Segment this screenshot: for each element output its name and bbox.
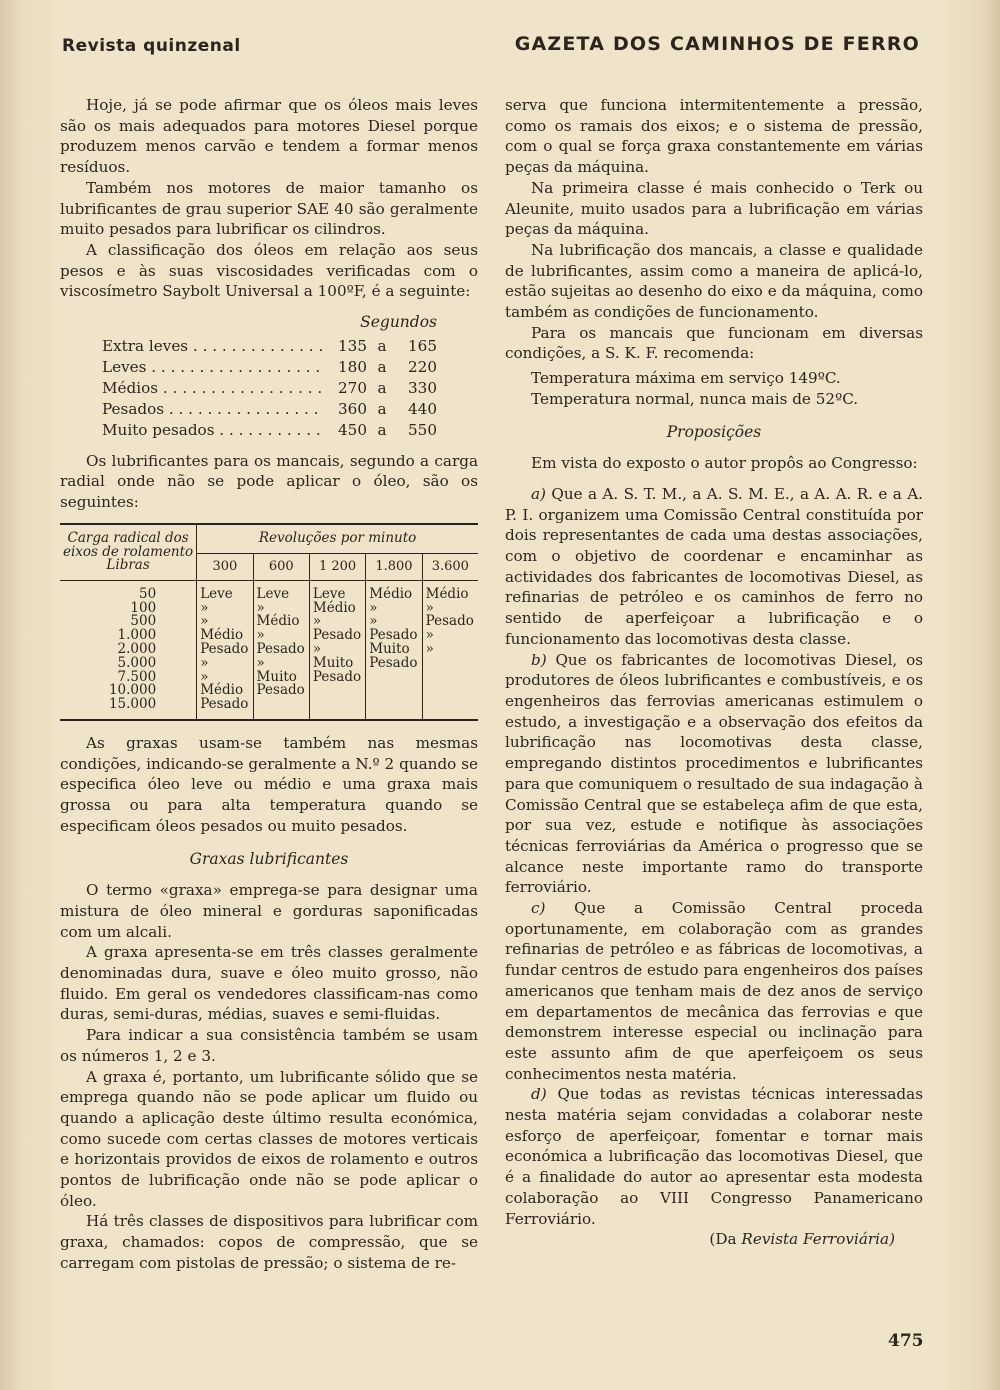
table-cell: Médio [200, 627, 244, 644]
speed-column-3600 [422, 580, 478, 720]
table-cell: Pesado [425, 613, 474, 630]
running-header-left: Revista quinzenal [62, 36, 241, 56]
weight-name: Médios . . . [102, 378, 325, 399]
paragraph: O termo «graxa» emprega-se para designar uma mistura de óleo mineral e gorduras saponificadas com um alcali. [60, 881, 478, 941]
proposal-text: Que todas as revistas técnicas interessadas nesta matéria sejam convidadas a colaborar neste esforço de aperfeiçoar, fomentar e tornar mais económica a lubrificação das locomotivas Diesel, que é a finalidade do autor ao apresentar esta modesta colaboração ao VIII Congresso Panamericano Ferroviário. [505, 1085, 923, 1228]
weight-name: Extra leves . . . [102, 336, 325, 357]
weight-sep: a [377, 378, 387, 397]
paragraph: A graxa é, portanto, um lubrificante sólido que se emprega quando não se pode aplicar um fluido ou quando a aplicação deste último resulta económica, como sucede com certas classes de motores verticais e horizontais providos de eixos de rolamento e outros pontos de lubrificação onde não se pode aplicar o óleo. [60, 1067, 478, 1210]
table-cell: Pesado [369, 654, 418, 671]
speed-header: 300 [197, 553, 253, 580]
load-value: 7.500 [117, 668, 157, 685]
right-column [505, 95, 923, 1250]
table-cell: Médio [200, 682, 244, 699]
table-column-header: Revoluções por minuto [197, 524, 478, 554]
speed-column-1200 [309, 580, 365, 720]
table-cell: Médio [369, 585, 413, 602]
paragraph: Na primeira classe é mais conhecido o Terk ou Aleunite, muito usados para a lubrificação em várias peças da máquina. [505, 178, 923, 239]
paragraph: serva que funciona intermitentemente a pressão, como os ramais dos eixos; e o sistema de pressão, com o qual se força graxa constantemente em várias peças da máquina. [505, 96, 923, 177]
source-credit [505, 1229, 923, 1250]
running-header-title: GAZETA DOS CAMINHOS DE FERRO [514, 33, 920, 55]
table-cell: Pesado [256, 641, 305, 658]
table-cell: Muito [369, 641, 410, 658]
weight-low: 450 [338, 420, 367, 439]
weight-low: 270 [338, 378, 367, 397]
weight-high: 550 [408, 420, 437, 439]
paragraph: Para os mancais que funcionam em diversas condições, a S. K. F. recomenda: [505, 323, 923, 363]
load-value: 50 [139, 585, 157, 602]
table-cell: Pesado [369, 627, 418, 644]
load-value: 2.000 [117, 641, 157, 658]
temperature-line: Temperatura máxima em serviço 149ºC. [531, 369, 841, 388]
table-cell: Pesado [312, 668, 362, 685]
weight-row [102, 378, 437, 399]
weight-row [102, 336, 437, 357]
table-cell: Muito [312, 654, 354, 671]
speed-header: 3.600 [422, 553, 478, 580]
load-value: 1.000 [117, 627, 157, 644]
table-cell: » [425, 599, 434, 616]
weight-high: 330 [408, 378, 437, 397]
paragraph: A graxa apresenta-se em três classes geralmente denominadas dura, suave e óleo muito grosso, não fluido. Em geral os vendedores classificam-nas como duras, semi-duras, médias, suaves e semi-fluidas. [60, 943, 478, 1024]
weight-row [102, 399, 437, 420]
weight-sep: a [377, 336, 387, 355]
table-cell: » [312, 613, 322, 630]
proposal-a [505, 484, 923, 650]
credit-prefix: (Da [709, 1230, 737, 1249]
table-cell: Médio [256, 613, 300, 630]
weight-high: 220 [408, 357, 437, 376]
credit-source: Revista Ferroviária) [741, 1230, 895, 1249]
paragraph: A classificação dos óleos em relação aos seus pesos e às suas viscosidades verificadas com o viscosímetro Saybolt Universal a 100ºF, é a seguinte: [60, 240, 478, 301]
speed-column-1800 [366, 580, 422, 720]
table-cell: » [369, 599, 378, 616]
table-caption: Libras [106, 557, 150, 574]
section-heading: Graxas lubrificantes [189, 849, 349, 868]
table-cell: » [425, 627, 434, 644]
proposal-text: Que os fabricantes de locomotivas Diesel, os produtores de óleos lubrificantes e combustíveis, e os engenheiros das ferrovias americanas estimulem o estudo, a investigação e a observação dos efeitos da lubrificação nas locomotivas desta classe, empregando distintos procedimentos e lubrificantes para que comuniquem o resultado de sua indagação à Comissão Central que se estabeleça afim de que esta, por sua vez, estude e notifique às associações técnicas ferroviárias da América o progresso que se alcance neste importante ramo do transporte ferroviário. [505, 650, 924, 897]
table-cell: » [425, 641, 434, 658]
proposal-label: c) [531, 899, 546, 918]
speed-header: 600 [253, 553, 309, 580]
proposal-label: d) [531, 1085, 547, 1104]
speed-header: 1 200 [309, 553, 365, 580]
table-cell: » [256, 627, 265, 644]
proposal-c [505, 898, 923, 1084]
table-cell: Médio [312, 599, 356, 616]
speed-column-600 [253, 580, 309, 720]
left-column [60, 95, 478, 1274]
table-cell: Pesado [256, 682, 305, 699]
load-value: 500 [130, 613, 157, 630]
weight-low: 180 [338, 357, 367, 376]
weight-low: 360 [338, 399, 367, 418]
table-cell: » [200, 613, 209, 630]
weight-sep: a [377, 399, 387, 418]
table-cell: Pesado [200, 641, 249, 658]
paragraph: Há três classes de dispositivos para lubrificar com graxa, chamados: copos de compressão, que se carregam com pistolas de pressão; o sistema de re- [60, 1212, 478, 1272]
table-cell: » [369, 613, 378, 630]
oil-weight-list [102, 312, 437, 441]
proposal-label: b) [531, 650, 547, 669]
proposal-b [505, 650, 923, 898]
table-caption: Carga radical dos [67, 529, 189, 546]
weight-name: Leves . . . [102, 357, 325, 378]
table-cell: Leve [200, 585, 233, 602]
weight-row [102, 420, 437, 441]
load-value: 5.000 [117, 654, 157, 671]
paragraph: Em vista do exposto o autor propôs ao Congresso: [531, 454, 918, 473]
table-cell: » [256, 654, 265, 671]
table-cell: Pesado [200, 696, 249, 713]
load-value: 15.000 [108, 696, 157, 713]
proposal-text: Que a Comissão Central proceda oportunamente, em colaboração com as grandes refinarias de petróleo e as fábricas de locomotivas, a fundar centros de estudo para engenheiros dos países americanos que tenham mais de dez anos de serviço em departamentos de mecânica das ferrovias e que demonstrem interesse especial ou inclinação para este assunto afim de que aperfeiçoem os seus conhecimentos nesta matéria. [505, 899, 923, 1083]
weight-name: Pesados . . . [102, 399, 325, 420]
paragraph: Para indicar a sua consistência também se usam os números 1, 2 e 3. [60, 1026, 478, 1065]
load-column [60, 580, 197, 720]
load-value: 10.000 [108, 682, 157, 699]
table-row-header [60, 524, 197, 581]
table-cell: Leve [256, 585, 290, 602]
paragraph: As graxas usam-se também nas mesmas condições, indicando-se geralmente a N.º 2 quando se especifica óleo leve ou médio e uma graxa mais grossa ou para alta temperatura quando se especificam óleos pesados ou muito pesados. [60, 734, 478, 835]
weights-header: Segundos [360, 313, 437, 332]
bearing-lubricant-table [60, 523, 478, 721]
paragraph: Hoje, já se pode afirmar que os óleos mais leves são os mais adequados para motores Diesel porque produzem menos carvão e tendem a formar menos resíduos. [60, 96, 478, 177]
weight-sep: a [377, 420, 387, 439]
speed-column-300 [197, 580, 253, 720]
table-cell: Médio [425, 585, 469, 602]
load-value: 100 [130, 599, 157, 616]
page-number: 475 [888, 1331, 924, 1351]
proposal-text: Que a A. S. T. M., a A. S. M. E., a A. A. R. e a A. P. I. organizem uma Comissão Central constituída por dois representantes de cada uma destas associações, com o objetivo de coordenar e encaminhar as actividades dos fabricantes de locomotivas Diesel, as refinarias de petróleo e os caminhos de ferro no sentido de aperfeiçoar a lubrificação e o funcionamento das locomotivas desta classe. [505, 484, 924, 648]
paragraph: Também nos motores de maior tamanho os lubrificantes de grau superior SAE 40 são geralmente muito pesados para lubrificar os cilindros. [60, 178, 478, 239]
proposal-d [505, 1084, 923, 1229]
table-cell: Pesado [312, 627, 362, 644]
proposal-label: a) [531, 484, 546, 503]
weight-low: 135 [338, 336, 367, 355]
weight-name: Muito pesados . . . [102, 420, 325, 441]
weight-high: 440 [408, 399, 437, 418]
speed-header: 1.800 [366, 553, 422, 580]
weight-sep: a [377, 357, 387, 376]
paragraph: Na lubrificação dos mancais, a classe e qualidade de lubrificantes, assim como a maneira de aplicá-lo, estão sujeitas ao desenho do eixo e da máquina, como também as condições de funcionamento. [505, 240, 923, 322]
table-cell: » [256, 599, 265, 616]
weight-row [102, 357, 437, 378]
table-cell: » [200, 668, 209, 685]
weight-high: 165 [408, 336, 437, 355]
temperature-line: Temperatura normal, nunca mais de 52ºC. [531, 389, 859, 408]
table-cell: » [200, 654, 209, 671]
table-cell: » [312, 641, 322, 658]
table-cell: Leve [312, 585, 346, 602]
table-caption: eixos de rolamento [63, 543, 194, 560]
table-cell: » [200, 599, 209, 616]
table-cell: Muito [256, 668, 297, 685]
paragraph: Os lubrificantes para os mancais, segundo a carga radial onde não se pode aplicar o óleo, são os seguintes: [60, 451, 478, 512]
section-heading: Proposições [666, 422, 762, 441]
